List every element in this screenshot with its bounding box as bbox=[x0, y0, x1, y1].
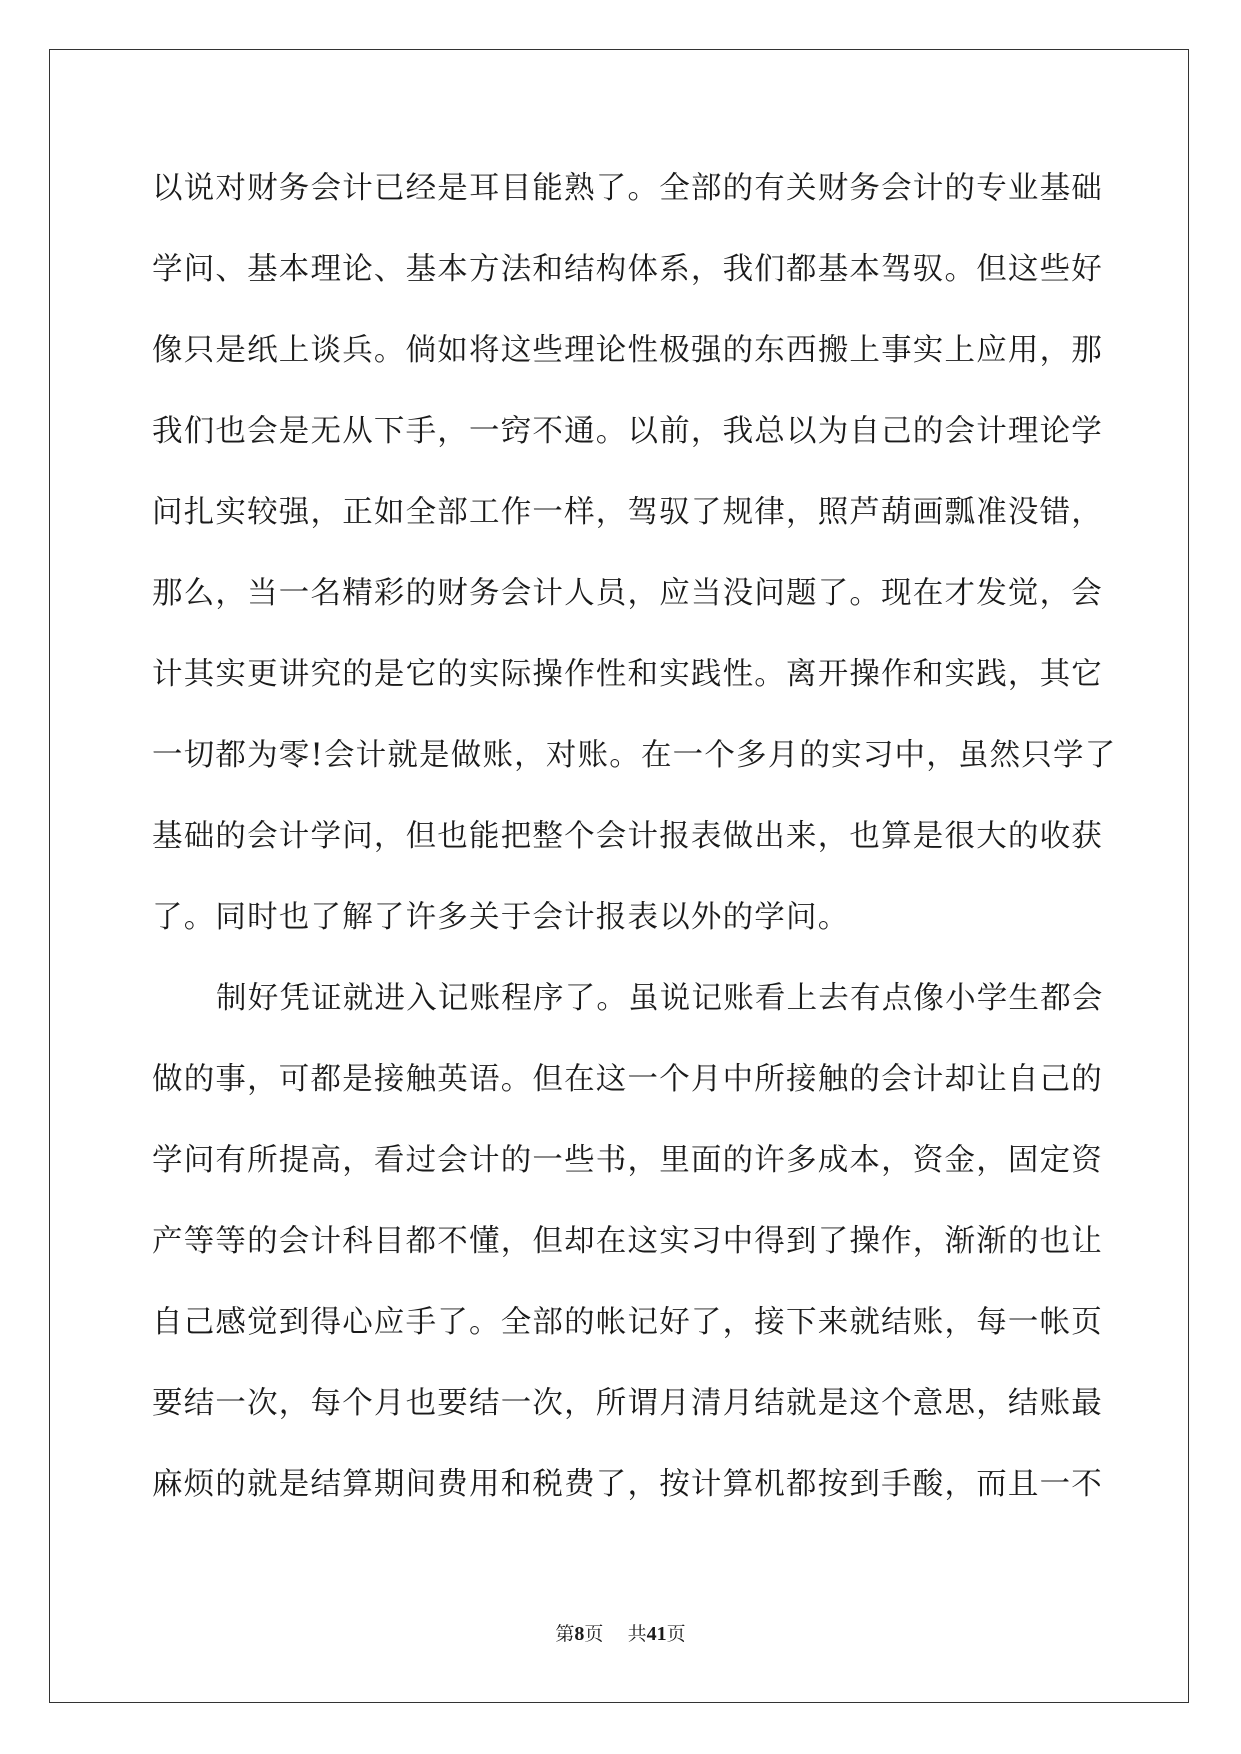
text-line: 以说对财务会计已经是耳目能熟了。全部的有关财务会计的专业基础 bbox=[152, 171, 1103, 206]
paragraph-first-line: 制好凭证就进入记账程序了。虽说记账看上去有点像小学生都会 bbox=[216, 981, 1104, 1016]
body-text bbox=[152, 160, 1117, 1537]
page-footer bbox=[0, 1622, 1241, 1646]
text-line: 一切都为零!会计就是做账，对账。在一个多月的实习中，虽然只学了 bbox=[152, 738, 1117, 773]
text-line: 做的事，可都是接触英语。但在这一个月中所接触的会计却让自己的 bbox=[152, 1062, 1103, 1097]
text-line: 要结一次，每个月也要结一次，所谓月清月结就是这个意思，结账最 bbox=[152, 1386, 1103, 1421]
text-line: 了。同时也了解了许多关于会计报表以外的学问。 bbox=[152, 900, 850, 935]
page-prefix: 第 bbox=[555, 1623, 575, 1645]
text-line: 自己感觉到得心应手了。全部的帐记好了，接下来就结账，每一帐页 bbox=[152, 1305, 1103, 1340]
page-number: 8 bbox=[574, 1623, 585, 1645]
text-line: 产等等的会计科目都不懂，但却在这实习中得到了操作，渐渐的也让 bbox=[152, 1224, 1103, 1259]
total-suffix: 页 bbox=[666, 1623, 686, 1645]
text-line: 那么，当一名精彩的财务会计人员，应当没问题了。现在才发觉，会 bbox=[152, 576, 1103, 611]
text-line: 学问、基本理论、基本方法和结构体系，我们都基本驾驭。但这些好 bbox=[152, 252, 1103, 287]
text-line: 基础的会计学问，但也能把整个会计报表做出来，也算是很大的收获 bbox=[152, 819, 1103, 854]
text-line: 计其实更讲究的是它的实际操作性和实践性。离开操作和实践，其它 bbox=[152, 657, 1103, 692]
text-line: 麻烦的就是结算期间费用和税费了，按计算机都按到手酸，而且一不 bbox=[152, 1467, 1103, 1502]
text-line: 学问有所提高，看过会计的一些书，里面的许多成本，资金，固定资 bbox=[152, 1143, 1103, 1178]
text-line: 问扎实较强，正如全部工作一样，驾驭了规律，照芦葫画瓢准没错， bbox=[152, 495, 1103, 530]
total-pages: 41 bbox=[646, 1623, 667, 1645]
page-suffix: 页 bbox=[584, 1623, 604, 1645]
total-prefix: 共 bbox=[627, 1623, 647, 1645]
text-line: 像只是纸上谈兵。倘如将这些理论性极强的东西搬上事实上应用，那 bbox=[152, 333, 1103, 368]
text-line: 我们也会是无从下手，一窍不通。以前，我总以为自己的会计理论学 bbox=[152, 414, 1103, 449]
